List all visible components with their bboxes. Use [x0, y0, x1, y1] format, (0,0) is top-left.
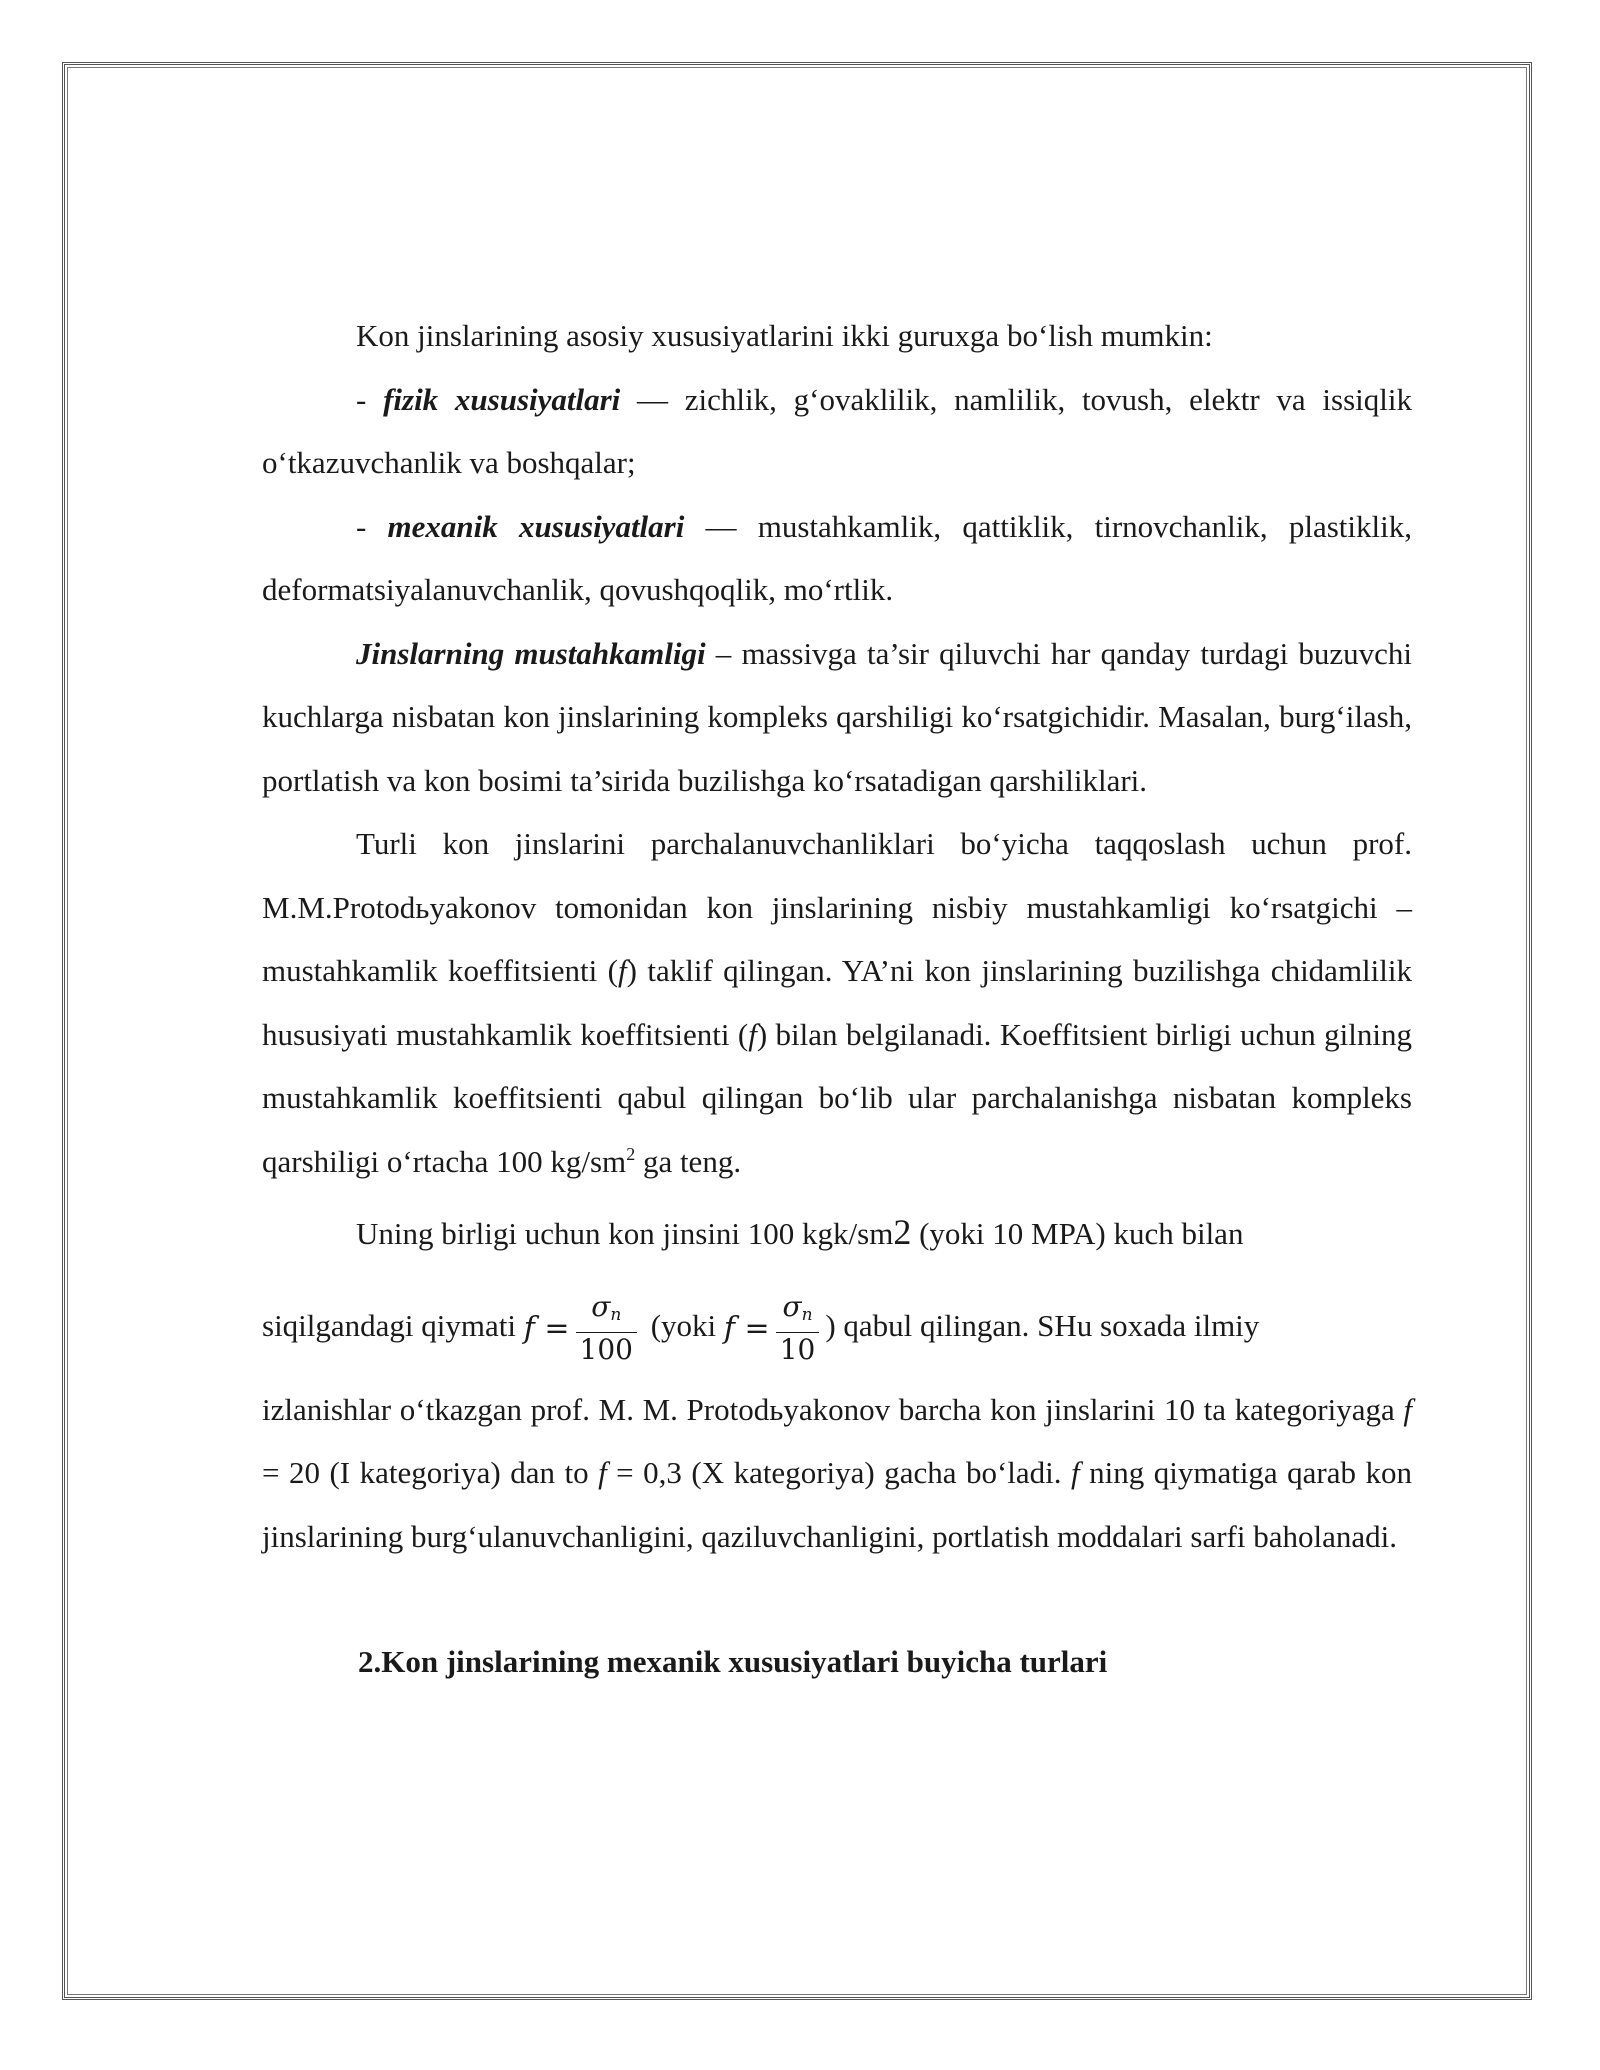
term-physical: fizik xususiyatlari [383, 381, 621, 417]
paragraph-formula: siqilgandagi qiymati f = $\frac{\sigma_n}{100}$ (yoki f = $\frac{\sigma_n}{10}$ ) qabul qilingan. SHu soxada ilmiy [262, 1289, 1260, 1366]
paragraph-strength-definition: Jinslarning mustahkamligi – massivga ta’sir qiluvchi har qanday turdagi buzuvchi kuchlarga nisbatan kon jinslarining kompleks qarshiligi ko‘rsatgichidir. Masalan, burg‘ilash, portlatish va kon bosimi ta’sirida buzilishga ko‘rsatadigan qarshiliklari. [262, 635, 1412, 798]
fraction-sigma-10: $\frac{\sigma_n}{10}$ [776, 1290, 820, 1367]
section-heading: 2.Kon jinslarining mexanik xususiyatlari buyicha turlari [358, 1644, 1108, 1679]
document-body [262, 304, 1412, 1692]
paragraph-coefficient: Turli kon jinslarini parchalanuvchanliklari bo‘yicha taqqoslash uchun prof. M.M.Protodьyakonov tomonidan kon jinslarining nisbiy mustahkamligi ko‘rsatgichi – mustahkamlik koeffitsienti (f) taklif qilingan. YA’ni kon jinslarining buzilishga chidamlilik hususiyati mustahkamlik koeffitsienti (f) bilan belgilanadi. Koeffitsient birligi uchun gilning mustahkamlik koeffitsienti qabul qilingan bo‘lib ular parchalanishga nisbatan kompleks qarshiligi o‘rtacha 100 $kg/sm^2$ ga teng. [262, 826, 1413, 1179]
paragraph-intro: Kon jinslarining asosiy xususiyatlarini ikki guruxga bo‘lish mumkin: [356, 318, 1213, 353]
paragraph-physical-properties: - fizik xususiyatlari — zichlik, g‘ovaklilik, namlilik, tovush, elektr va issiqlik o‘tkazuvchanlik va boshqalar; [262, 381, 1412, 480]
formula-lhs-1: f = [523, 1310, 570, 1346]
paragraph-mechanical-properties: - mexanik xususiyatlari — mustahkamlik, qattiklik, tirnovchanlik, plastiklik, deformatsiyalanuvchanlik, qovushqoqlik, mo‘rtlik. [262, 508, 1412, 607]
paragraph-unit: Uning birligi uchun kon jinsini 100 kgk/sm2 (yoki 10 MPA) kuch bilan [356, 1212, 1244, 1252]
fraction-sigma-100: $\frac{\sigma_n}{100}$ [576, 1290, 637, 1367]
paragraph-categories: izlanishlar o‘tkazgan prof. M. M. Protodьyakonov barcha kon jinslarini 10 ta kategoriyaga f = 20 (I kategoriya) dan to f = 0,3 (X kategoriya) gacha bo‘ladi. f ning qiymatiga qarab kon jinslarining burg‘ulanuvchanligini, qaziluvchanligini, portlatish moddalari sarfi baholanadi. [262, 1391, 1412, 1554]
term-mechanical: mexanik xususiyatlari [387, 508, 685, 544]
term-strength: Jinslarning mustahkamligi [356, 635, 706, 671]
superscript: 2 [626, 1143, 636, 1164]
formula-lhs-2: f = [723, 1310, 770, 1346]
